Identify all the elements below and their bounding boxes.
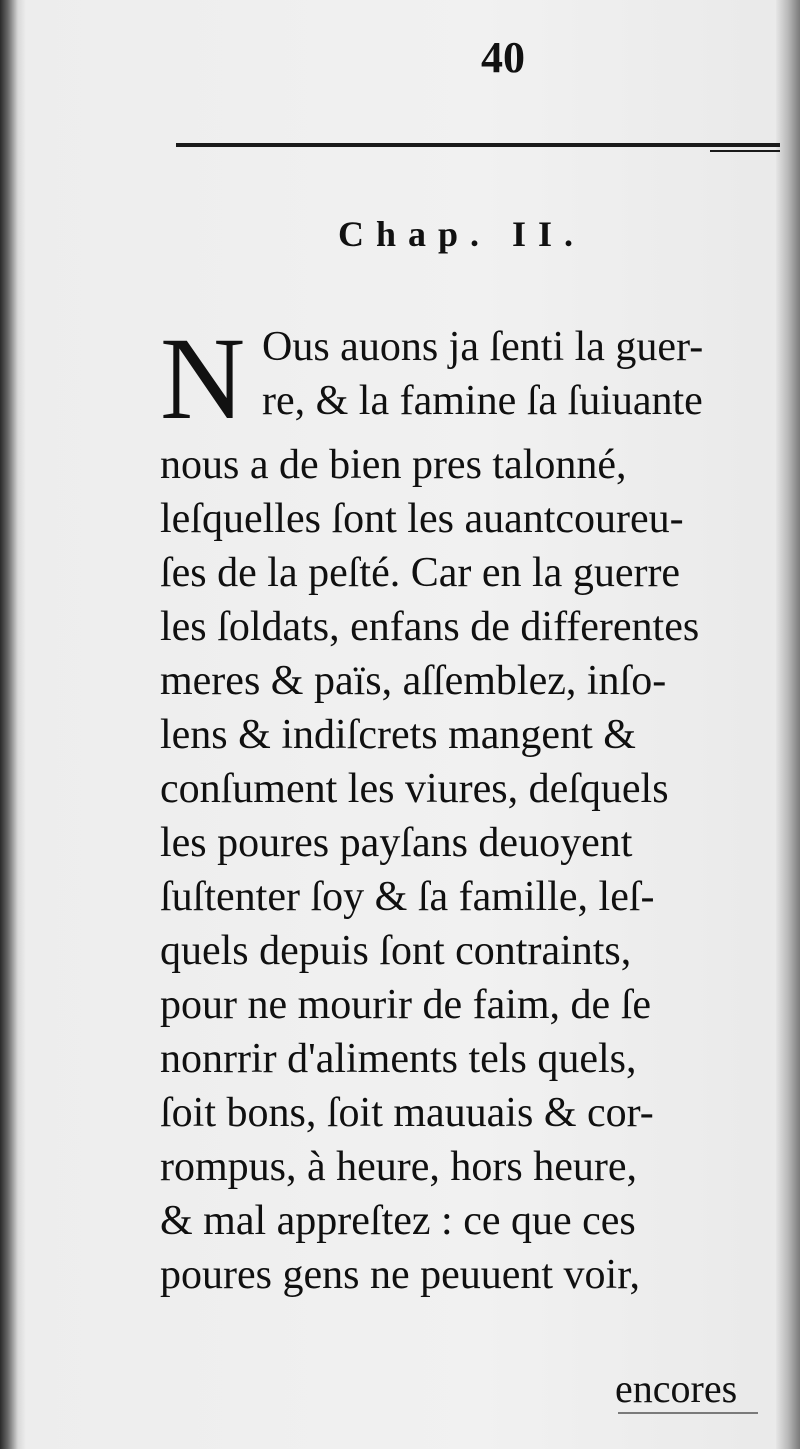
text-line: Ous auons ja ſenti la guer-: [262, 324, 704, 370]
text-line: ſuſtenter ſoy & ſa famille, leſ-: [160, 874, 655, 920]
page-edge-shadow: [776, 0, 800, 1449]
body-text: [160, 320, 770, 1302]
catchword-rule: [618, 1412, 758, 1414]
text-line: & mal appreſtez : ce que ces: [160, 1198, 636, 1244]
catchword: encores: [615, 1366, 738, 1411]
page-number: 40: [481, 33, 525, 82]
chapter-title: Chap. II.: [338, 214, 586, 254]
text-line: pour ne mourir de faim, de ſe: [160, 982, 651, 1028]
text-line: leſquelles ſont les auantcoureu-: [160, 496, 684, 542]
text-line: les ſoldats, enfans de differentes: [160, 604, 700, 650]
bleed-through-text: [110, 90, 770, 300]
text-line: lens & indiſcrets mangent &: [160, 712, 636, 758]
text-line: meres & païs, aſſemblez, inſo-: [160, 658, 667, 704]
text-line: les poures payſans deuoyent: [160, 820, 633, 866]
opening-paragraph: [160, 320, 770, 438]
text-line: ſoit bons, ſoit mauuais & cor-: [160, 1090, 654, 1136]
text-line: ſes de la peſté. Car en la guerre: [160, 550, 681, 596]
text-line: re, & la famine ſa ſuiuante: [262, 378, 703, 424]
text-line: nonrrir d'aliments tels quels,: [160, 1036, 637, 1082]
header-rule-secondary: [710, 150, 780, 152]
text-line: nous a de bien pres talonné,: [160, 442, 627, 488]
text-line: poures gens ne peuuent voir,: [160, 1252, 641, 1298]
text-line: quels depuis ſont contraints,: [160, 928, 632, 974]
header-rule: [176, 143, 780, 147]
text-line: conſument les viures, deſquels: [160, 766, 669, 812]
text-line: rompus, à heure, hors heure,: [160, 1144, 638, 1190]
drop-cap: N: [160, 320, 246, 438]
